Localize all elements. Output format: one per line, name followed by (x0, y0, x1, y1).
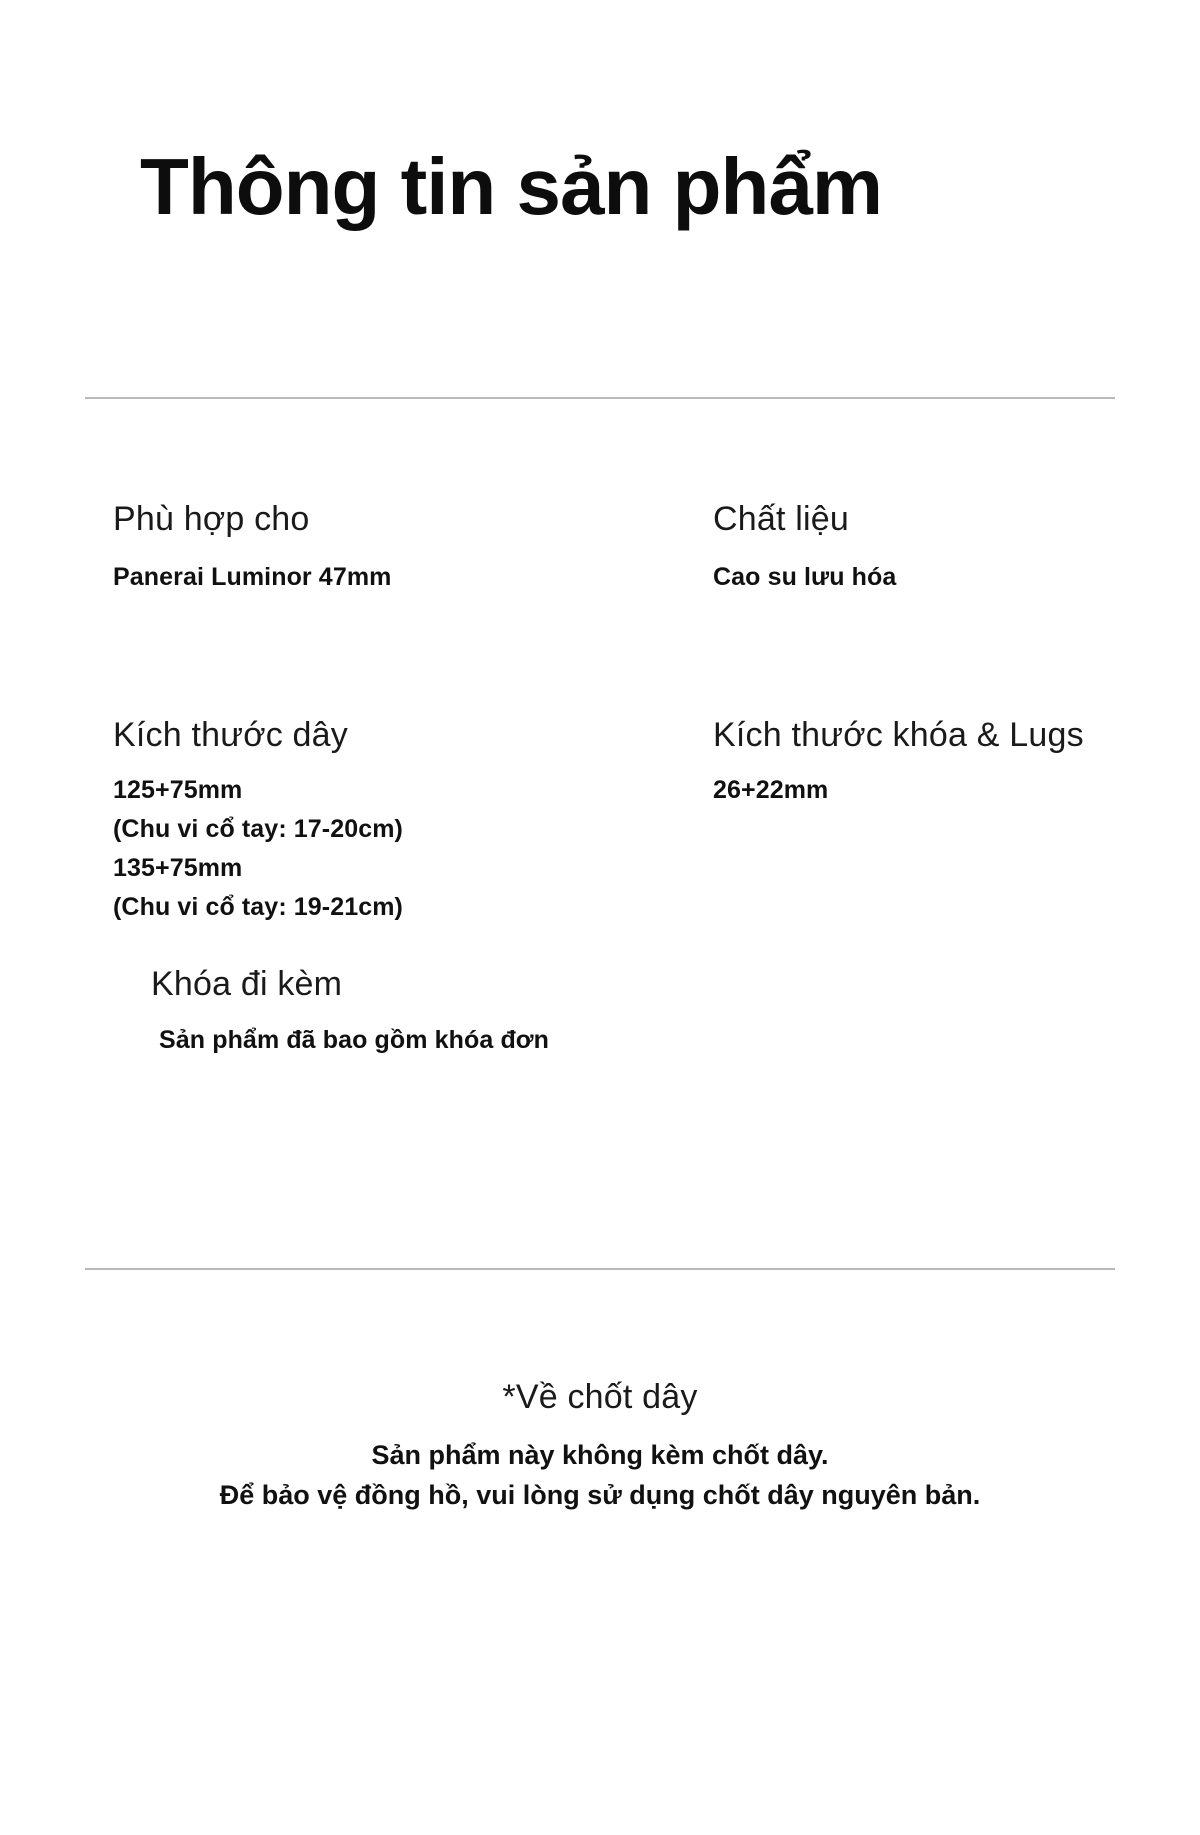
spec-fits (113, 499, 713, 597)
footnote-line-1: Sản phẩm này không kèm chốt dây. (371, 1439, 829, 1470)
page-title: Thông tin sản phẩm (140, 142, 882, 231)
spec-strap-size-line-3: 135+75mm (113, 853, 243, 882)
spec-material-label: Chất liệu (713, 500, 849, 538)
spec-material (713, 499, 1115, 597)
spec-fits-label: Phù hợp cho (113, 500, 310, 538)
footnote-line-2: Để bảo vệ đồng hồ, vui lòng sử dụng chốt dây nguyên bản. (219, 1480, 981, 1511)
spec-grid (85, 399, 1115, 1060)
spec-strap-size-line-1: 125+75mm (113, 776, 243, 805)
spec-strap-size-line-4: (Chu vi cổ tay: 19-21cm) (113, 892, 403, 921)
spec-included-clasp-label: Khóa đi kèm (151, 965, 343, 1004)
spec-strap-size (113, 715, 713, 1060)
spec-material-value: Cao su lưu hóa (713, 562, 897, 591)
spec-row-gap-left (113, 597, 713, 715)
spec-buckle-size-value: 26+22mm (713, 776, 829, 805)
spec-row-gap-right (713, 597, 1115, 715)
spec-buckle-size-label: Kích thước khóa & Lugs (713, 715, 1084, 754)
spec-included-clasp (113, 926, 713, 1060)
spec-strap-size-line-2: (Chu vi cổ tay: 17-20cm) (113, 815, 403, 844)
spec-fits-value: Panerai Luminor 47mm (113, 562, 392, 591)
bottom-spacer (85, 1060, 1115, 1268)
footnote-title: *Về chốt dây (502, 1377, 698, 1416)
spec-included-clasp-value: Sản phẩm đã bao gồm khóa đơn (159, 1026, 550, 1055)
spec-strap-size-label: Kích thước dây (113, 715, 348, 754)
footnote (85, 1270, 1115, 1516)
spec-buckle-size (713, 715, 1115, 1060)
